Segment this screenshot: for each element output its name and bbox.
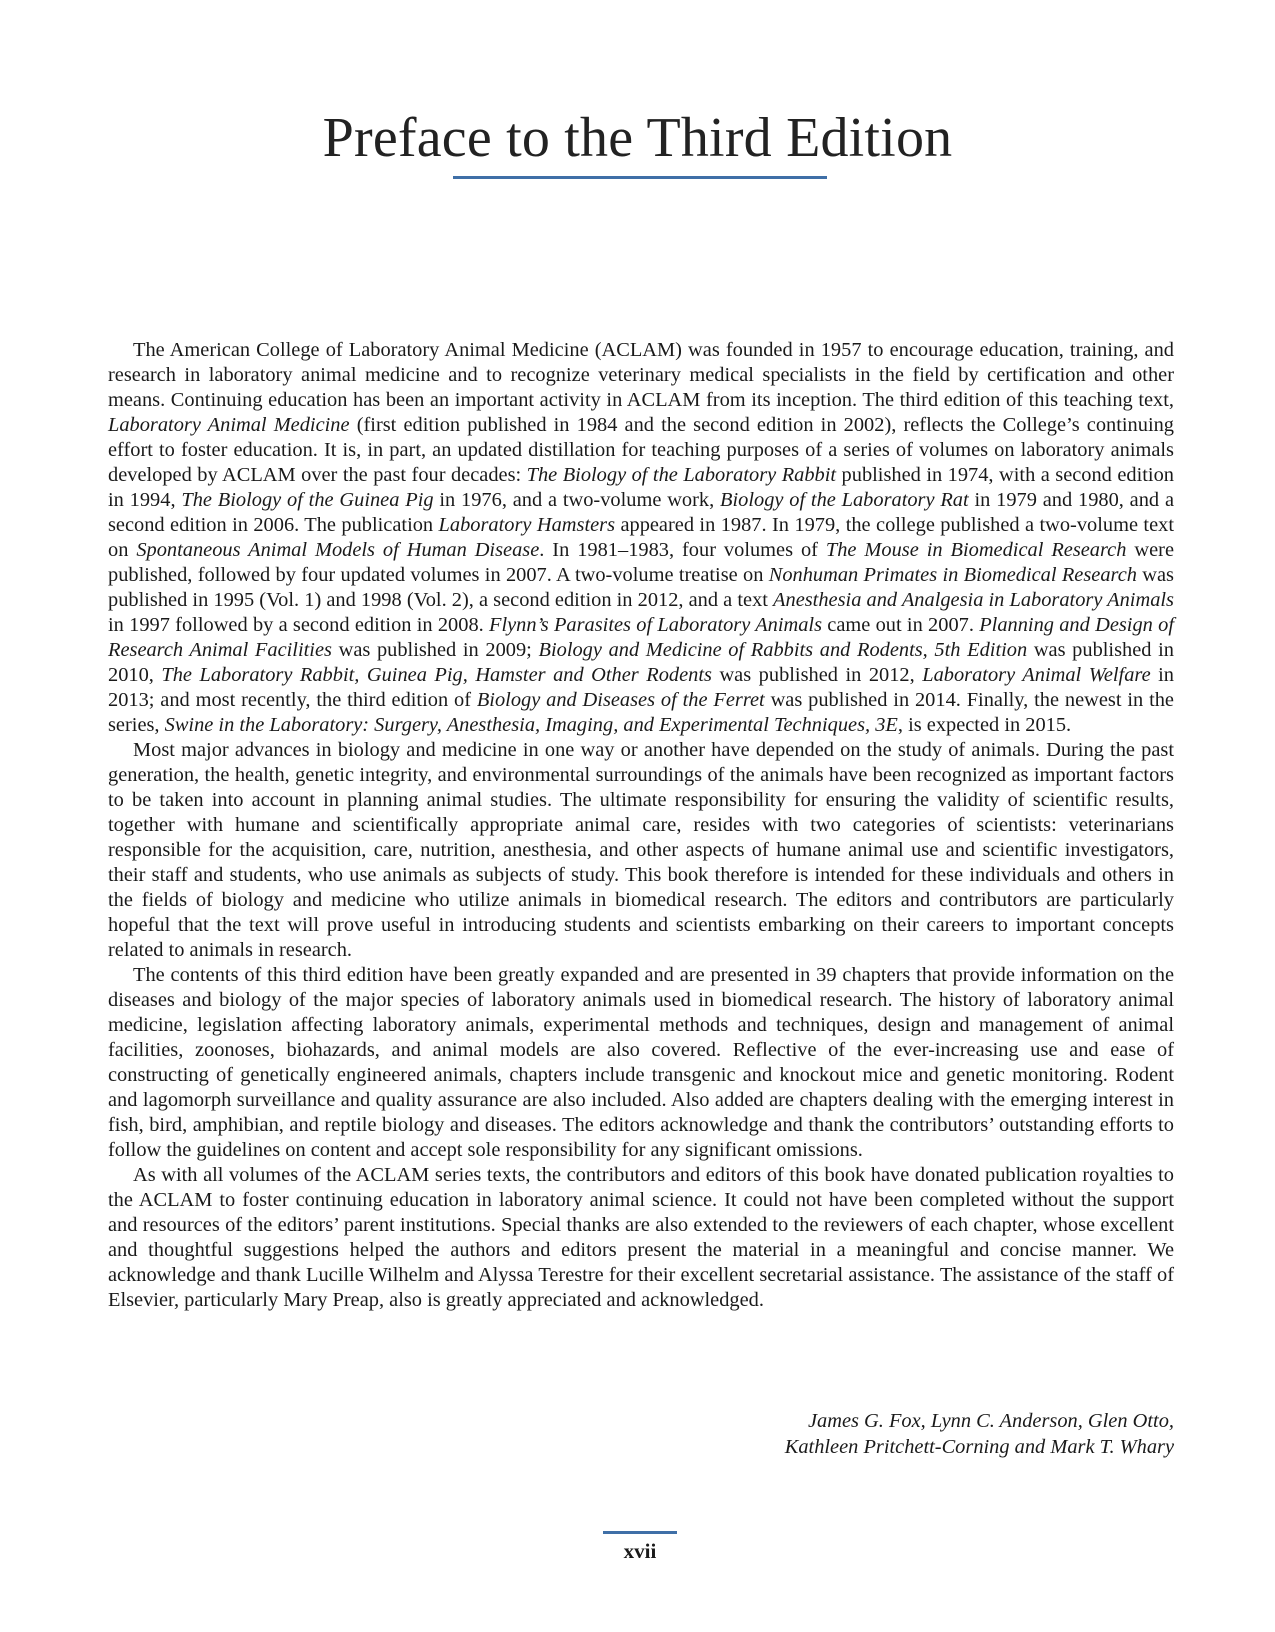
text-run: in 2013; and most recently, the third edition of [108,664,1174,711]
text-run: was published in 2014. Finally, the newest in the series, [108,689,1174,736]
italic-title-run: Biology and Medicine of Rabbits and Rodents, 5th Edition [538,639,1028,661]
body-paragraph [108,963,1174,1163]
body-paragraph [108,738,1174,963]
title-underline-rule [453,176,827,179]
italic-title-run: Laboratory Animal Welfare [922,664,1151,686]
italic-title-run: Nonhuman Primates in Biomedical Research [768,564,1137,586]
text-run: appeared in 1987. In 1979, the college published a two-volume text on [108,514,1174,561]
body-paragraph [108,338,1174,738]
text-run: in 1997 followed by a second edition in 2008. [108,614,490,636]
italic-title-run: Biology and Diseases of the Ferret [476,689,765,711]
text-run: The American College of Laboratory Animal Medicine (ACLAM) was founded in 1957 to encourage education, training, and research in laboratory animal medicine and to recognize veterinary medical specialists in the field by certification and other means. Continuing education has been an important activity in ACLAM from its inception. The third edition of this teaching text, [108,339,1174,411]
italic-title-run: Spontaneous Animal Models of Human Disease [136,539,540,561]
text-run: The contents of this third edition have been greatly expanded and are presented in 39 chapters that provide information on the diseases and biology of the major species of laboratory animals used in biomedical research. The history of laboratory animal medicine, legislation affecting laboratory animals, experimental methods and techniques, design and management of animal facilities, zoonoses, biohazards, and animal models are also covered. Reflective of the ever-increasing use and ease of constructing of genetically engineered animals, chapters include transgenic and knockout mice and genetic monitoring. Rodent and lagomorph surveillance and quality assurance are also included. Also added are chapters dealing with the emerging interest in fish, bird, amphibian, and reptile biology and diseases. The editors acknowledge and thank the contributors’ outstanding efforts to follow the guidelines on content and accept sole responsibility for any significant omissions. [108,964,1174,1161]
text-run: Most major advances in biology and medicine in one way or another have depended on the study of animals. During the past generation, the health, genetic integrity, and environmental surroundings of the animals have been recognized as important factors to be taken into account in planning animal studies. The ultimate responsibility for ensuring the validity of scientific results, together with humane and scientifically appropriate animal care, resides with two categories of scientists: veterinarians responsible for the acquisition, care, nutrition, anesthesia, and other aspects of humane animal use and scientific investigators, their staff and students, who use animals as subjects of study. This book therefore is intended for these individuals and others in the fields of biology and medicine who utilize animals in biomedical research. The editors and contributors are particularly hopeful that the text will prove useful in introducing students and scientists embarking on their careers to important concepts related to animals in research. [108,739,1174,961]
page-number: xvii [623,1539,657,1563]
page-number-rule [603,1531,677,1534]
text-run: As with all volumes of the ACLAM series texts, the contributors and editors of this book have donated publication royalties to the ACLAM to foster continuing education in laboratory animal science. It could not have been completed without the support and resources of the editors’ parent institutions. Special thanks are also extended to the reviewers of each chapter, whose excellent and thoughtful suggestions helped the authors and editors present the material in a meaningful and concise manner. We acknowledge and thank Lucille Wilhelm and Alyssa Terestre for their excellent secretarial assistance. The assistance of the staff of Elsevier, particularly Mary Preap, also is greatly appreciated and acknowledged. [108,1164,1174,1311]
text-run: was published in 2009; [331,639,539,661]
text-run: was published in 2010, [108,639,1174,686]
text-run: was published in 1995 (Vol. 1) and 1998 (Vol. 2), a second edition in 2012, and a text [108,564,1174,611]
text-run: came out in 2007. [822,614,980,636]
italic-title-run: Laboratory Hamsters [438,514,616,536]
text-run: in 1979 and 1980, and a second edition in 2006. The publication [108,489,1174,536]
italic-title-run: Swine in the Laboratory: Surgery, Anesthesia, Imaging, and Experimental Techniques, 3E [164,714,898,736]
italic-title-run: The Biology of the Guinea Pig [181,489,434,511]
text-run: were published, followed by four updated volumes in 2007. A two-volume treatise on [108,539,1174,586]
italic-title-run: Planning and Design of Research Animal Facilities [108,614,1174,661]
italic-title-run: The Laboratory Rabbit, Guinea Pig, Hamster and Other Rodents [161,664,712,686]
italic-title-run: The Biology of the Laboratory Rabbit [526,464,837,486]
preface-body [108,338,1174,1313]
signature-line-1: James G. Fox, Lynn C. Anderson, Glen Otto, [807,1410,1174,1432]
text-run: published in 1974, with a second edition in 1994, [108,464,1174,511]
text-run: (first edition published in 1984 and the second edition in 2002), reflects the College’s continuing effort to foster education. It is, in part, an updated distillation for teaching purposes of a series of volumes on laboratory animals developed by ACLAM over the past four decades: [108,414,1174,486]
text-run: in 1976, and a two-volume work, [433,489,721,511]
italic-title-run: Biology of the Laboratory Rat [720,489,969,511]
text-run: . In 1981–1983, four volumes of [539,539,826,561]
text-run: was published in 2012, [711,664,923,686]
italic-title-run: The Mouse in Biomedical Research [825,539,1127,561]
signature-line-2: Kathleen Pritchett-Corning and Mark T. Whary [784,1436,1174,1458]
body-paragraph [108,1163,1174,1313]
italic-title-run: Laboratory Animal Medicine [108,414,350,436]
text-run: , is expected in 2015. [897,714,1072,736]
signature-block [474,1408,1174,1460]
page-title: Preface to the Third Edition [322,107,953,169]
italic-title-run: Anesthesia and Analgesia in Laboratory Animals [773,589,1174,611]
italic-title-run: Flynn’s Parasites of Laboratory Animals [489,614,823,636]
